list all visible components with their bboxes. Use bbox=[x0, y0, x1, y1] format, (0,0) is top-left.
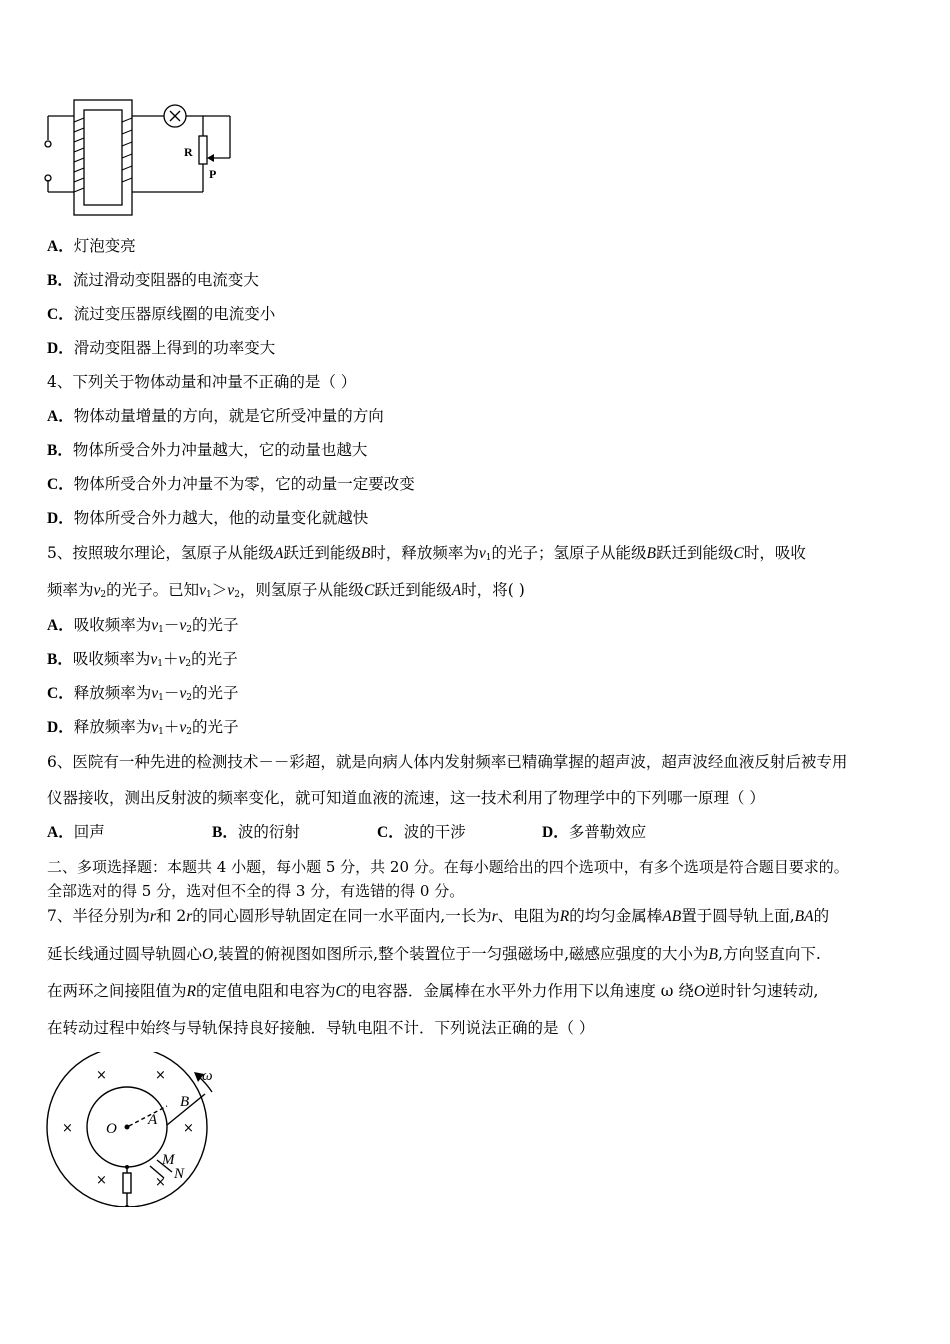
q6-stem-line2: 仪器接收，测出反射波的频率变化，就可知道血液的流速，这一技术利用了物理学中的下列哪一原理（ ） bbox=[47, 789, 765, 807]
q3-option-b[interactable]: B．流过滑动变阻器的电流变大 bbox=[47, 271, 259, 289]
q5-option-a[interactable]: A．吸收频率为$\nu_1-\nu_2$的光子 bbox=[47, 616, 239, 635]
point-label-b: B bbox=[180, 1094, 190, 1110]
q4-stem: 4、下列关于物体动量和冲量不正确的是（ ） bbox=[47, 373, 357, 391]
concentric-rails-figure bbox=[40, 1052, 230, 1207]
capacitor-label-m: M bbox=[162, 1152, 175, 1168]
field-cross-icon: × bbox=[62, 1121, 73, 1136]
q6-stem-line1: 6、医院有一种先进的检测技术－－彩超，就是向病人体内发射频率已精确掌握的超声波，超声波经血液反射后被专用 bbox=[47, 753, 848, 771]
rheostat-label: R bbox=[184, 145, 193, 159]
q7-stem-line2: 延长线通过圆导轨圆心O,装置的俯视图如图所示,整个装置位于一匀强磁场中,磁感应强度的大小为B,方向竖直向下. bbox=[47, 945, 821, 963]
q3-option-c[interactable]: C．流过变压器原线圈的电流变小 bbox=[47, 305, 276, 323]
q6-option-c[interactable]: C．波的干涉 bbox=[377, 823, 466, 841]
q5-stem-line1: 5、按照玻尔理论，氢原子从能级A跃迁到能级B时，释放频率为$\nu_1$的光子；氢原子从能级B跃迁到能级C时，吸收 bbox=[47, 544, 806, 563]
q6-option-d[interactable]: D．多普勒效应 bbox=[542, 823, 647, 841]
q3-option-a[interactable]: A．灯泡变亮 bbox=[47, 237, 136, 255]
q4-option-d[interactable]: D．物体所受合外力越大，他的动量变化就越快 bbox=[47, 509, 369, 527]
capacitor-label-n: N bbox=[174, 1166, 185, 1182]
q4-option-a[interactable]: A．物体动量增量的方向，就是它所受冲量的方向 bbox=[47, 407, 384, 425]
center-label-o: O bbox=[106, 1121, 117, 1137]
section2-instructions-line1: 二、多项选择题：本题共 4 小题，每小题 5 分，共 20 分。在每小题给出的四个选项中，有多个选项是符合题目要求的。 bbox=[47, 858, 849, 876]
q5-stem-line2: 频率为$\nu_2$的光子。已知$\nu_1>\nu_2$，则氢原子从能级C跃迁到能级A时，将( ) bbox=[47, 581, 525, 600]
field-cross-icon: × bbox=[183, 1121, 194, 1136]
q5-option-d[interactable]: D．释放频率为$\nu_1+\nu_2$的光子 bbox=[47, 718, 239, 737]
q7-stem-line1: 7、半径分别为r和 2r的同心圆形导轨固定在同一水平面内,一长为r、电阻为R的均匀金属棒AB置于圆导轨上面,BA的 bbox=[47, 907, 830, 925]
q7-stem-line3: 在两环之间接阻值为R的定值电阻和电容为C的电容器．金属棒在水平外力作用下以角速度 ω 绕O逆时针匀速转动, bbox=[47, 982, 819, 1000]
q6-options-row bbox=[47, 822, 907, 842]
q3-option-d[interactable]: D．滑动变阻器上得到的功率变大 bbox=[47, 339, 276, 357]
slider-label: P bbox=[209, 167, 217, 181]
q5-option-b[interactable]: B．吸收频率为$\nu_1+\nu_2$的光子 bbox=[47, 650, 238, 669]
field-cross-icon: × bbox=[155, 1068, 166, 1083]
q6-option-b[interactable]: B．波的衍射 bbox=[212, 823, 300, 841]
omega-label: ω bbox=[202, 1068, 213, 1084]
field-cross-icon: × bbox=[96, 1068, 107, 1083]
q5-option-c[interactable]: C．释放频率为$\nu_1-\nu_2$的光子 bbox=[47, 684, 239, 703]
q4-option-c[interactable]: C．物体所受合外力冲量不为零，它的动量一定要改变 bbox=[47, 475, 415, 493]
section2-instructions-line2: 全部选对的得 5 分，选对但不全的得 3 分，有选错的得 0 分。 bbox=[47, 882, 465, 900]
q6-option-a[interactable]: A．回声 bbox=[47, 823, 105, 841]
q4-option-b[interactable]: B．物体所受合外力冲量越大，它的动量也越大 bbox=[47, 441, 368, 459]
q7-stem-line4: 在转动过程中始终与导轨保持良好接触．导轨电阻不计．下列说法正确的是（ ） bbox=[47, 1019, 595, 1037]
field-cross-icon: × bbox=[96, 1173, 107, 1188]
field-cross-icon: × bbox=[155, 1175, 166, 1190]
transformer-circuit-figure bbox=[40, 92, 250, 222]
point-label-a: A bbox=[148, 1112, 158, 1128]
